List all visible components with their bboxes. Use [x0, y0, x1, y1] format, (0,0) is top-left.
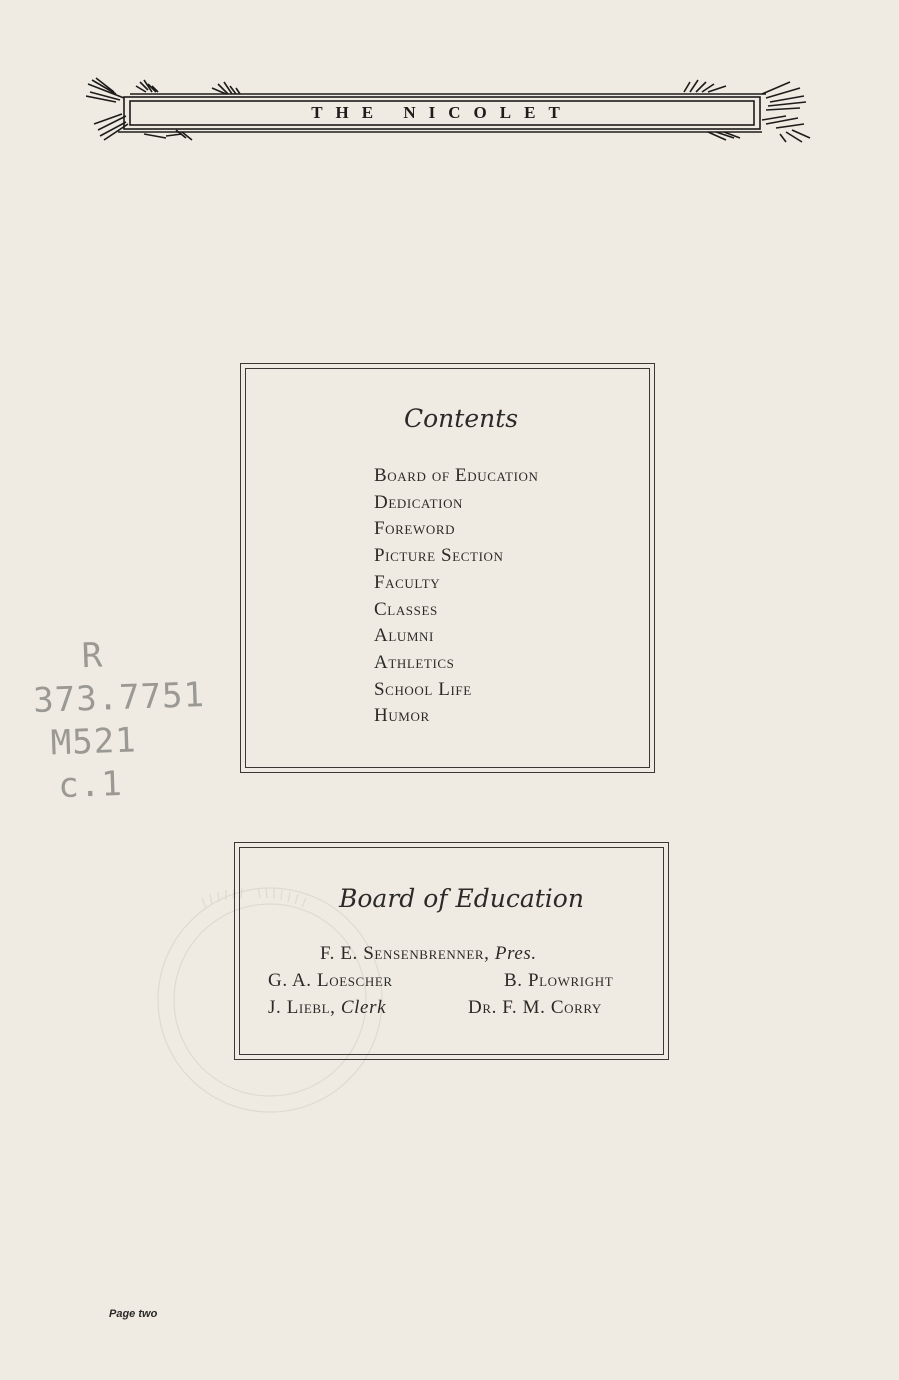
contents-item: Faculty — [374, 571, 441, 593]
contents-item: School Life — [374, 678, 472, 700]
pencil-call-number — [31, 631, 209, 809]
clerk-name: J. Liebl, — [268, 997, 336, 1018]
yearbook-title: THE NICOLET — [311, 103, 573, 122]
contents-heading: Contents — [404, 404, 519, 433]
contents-list — [374, 463, 538, 730]
contents-item: Dedication — [374, 491, 464, 513]
board-member: G. A. Loescher — [268, 970, 393, 991]
president-role: Pres. — [494, 943, 537, 964]
contents-item: Foreword — [374, 518, 456, 540]
clerk-role: Clerk — [340, 997, 387, 1018]
call-number-line: c.1 — [57, 763, 124, 807]
contents-item: Board of Education — [374, 465, 539, 486]
board-heading: Board of Education — [339, 884, 584, 913]
call-number-line: R — [81, 635, 104, 677]
contents-item: Alumni — [374, 625, 434, 647]
call-number-line: 373.7751 — [32, 675, 206, 721]
board-president — [320, 943, 537, 965]
contents-item: Classes — [374, 598, 438, 620]
contents-item: Athletics — [374, 651, 455, 673]
page-number: Page two — [109, 1308, 158, 1320]
board-clerk — [268, 997, 386, 1019]
call-number-line: M521 — [50, 720, 138, 764]
contents-item: Picture Section — [374, 545, 504, 567]
board-member: B. Plowright — [504, 970, 614, 991]
president-name: F. E. Sensenbrenner, — [320, 943, 490, 964]
contents-item: Humor — [374, 705, 430, 727]
board-member: Dr. F. M. Corry — [468, 997, 602, 1018]
